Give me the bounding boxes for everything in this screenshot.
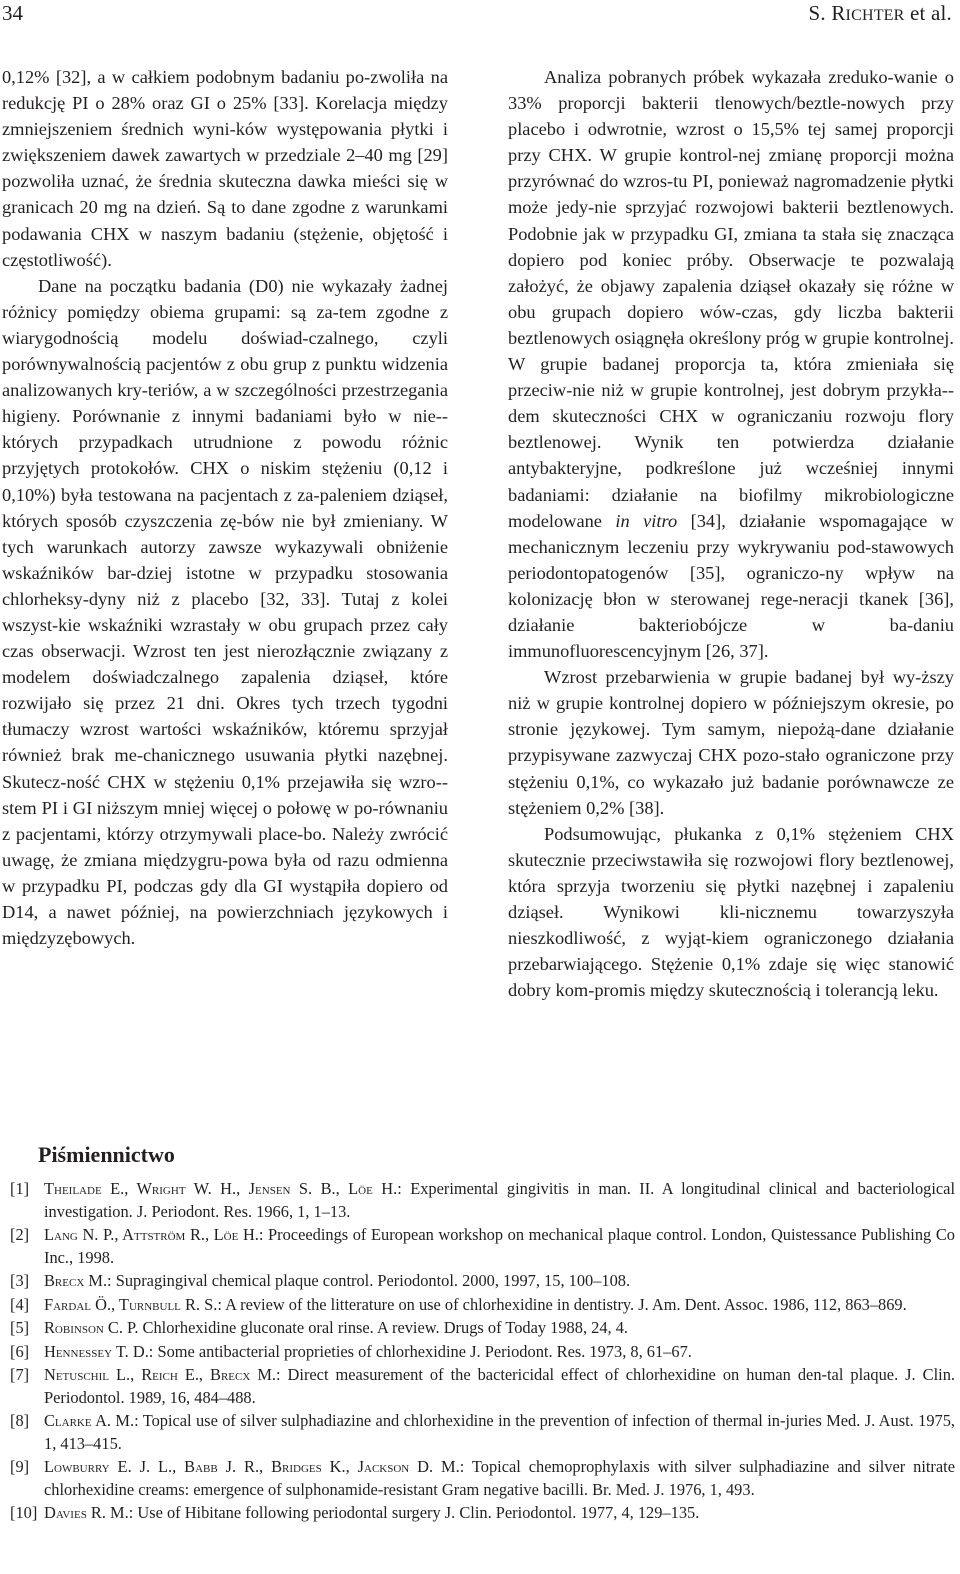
reference-number: [6] bbox=[10, 1341, 30, 1361]
reference-item bbox=[0, 1294, 960, 1317]
right-column bbox=[508, 64, 954, 1003]
reference-item bbox=[0, 1341, 960, 1364]
reference-number: [10] bbox=[10, 1503, 38, 1522]
paragraph-text: Analiza pobranych próbek wykazała zreduko-wanie o 33% proporcji bakterii tlenowych/beztle-nowych przy placebo i odwrotnie, wzrost o 15,5% tej samej proporcji przy CHX. W grupie kontrol-nej zmianę proporcji można przyrównać do wzros-tu PI, ponieważ nagromadzenie płytki może jedy-nie sprzyjać rozwojowi bakterii beztlenowych. Podobnie jak w przypadku GI, zmiana ta stała się znacząca dopiero pod koniec próby. Obserwacje te pozwalają założyć, że objawy zapalenia dziąseł okazały się różne w obu grupach dopiero wów-czas, gdy liczba bakterii beztlenowych osiągnęła określony próg w grupie kontrolnej. W grupie badanej proporcja ta, która zmieniała się przeciw-nie niż w grupie kontrolnej, jest dobrym przykła-dem skuteczności CHX w ograniczaniu rozwoju flory beztlenowej. Wynik ten potwierdza działanie antybakteryjne, podkreślone już wcześniej innymi badaniami: działanie na biofilmy mikrobiologiczne modelowane bbox=[508, 67, 954, 531]
running-head bbox=[809, 0, 952, 29]
reference-authors: Lowburry E. J. L., Babb J. R., Bridges K., Jackson D. M. bbox=[44, 1457, 460, 1476]
body-paragraph: Podsumowując, płukanka z 0,1% stężeniem CHX skutecznie przeciwstawiła się rozwojowi flory beztlenowej, która sprzyja tworzeniu się płytki nazębnej i zapaleniu dziąseł. Wynikowi kli-nicznemu towarzyszyła nieszkodliwość, z wyjąt-kiem ograniczonego działania przebarwiającego. Stężenie 0,1% zdaje się więc stanowić dobry kom-promis między skutecznością i tolerancją leku. bbox=[508, 823, 954, 1001]
reference-text: : Topical use of silver sulphadiazine and chlorhexidine in the prevention of infection of thermal in-juries Med. J. Aust. 1975, 1, 413–415. bbox=[44, 1411, 956, 1453]
reference-text: : Experimental gingivitis in man. II. A longitudinal clinical and bacteriological investigation. J. Periodont. Res. 1966, 1, 1–13. bbox=[44, 1179, 955, 1221]
reference-item bbox=[0, 1178, 960, 1223]
page-number: 34 bbox=[2, 1, 23, 25]
page-header bbox=[0, 0, 960, 40]
reference-authors: Robinson C. P. bbox=[44, 1318, 139, 1337]
reference-item bbox=[0, 1502, 960, 1525]
reference-text: : A review of the litterature on use of chlorhexidine in dentistry. J. Am. Dent. Assoc. 1986, 112, 863–869. bbox=[217, 1294, 907, 1314]
reference-text: : Some antibacterial proprieties of chlorhexidine J. Periodont. Res. 1973, 8, 61–67. bbox=[148, 1341, 692, 1361]
reference-text: : Topical chemoprophylaxis with silver sulphadiazine and silver nitrate chlorhexidine creams: emergence of sulphonamide-resistant Gram negative bacilli. Br. Med. J. 1976, 1, 493. bbox=[44, 1457, 955, 1499]
reference-number: [4] bbox=[10, 1294, 30, 1314]
body-paragraph: Wzrost przebarwienia w grupie badanej był wy-ższy niż w grupie kontrolnej dopiero w późniejszym okresie, po stronie językowej. Tym samym, niepożą-dane działanie przypisywane zazwyczaj CHX pozo-stało ograniczone przy stężeniu 0,1%, co wykazało już badanie porównawcze ze stężeniem 0,2% [38]. bbox=[508, 667, 954, 818]
reference-text: : Direct measurement of the bactericidal effect of chlorhexidine on human den-tal plaque. J. Clin. Periodontol. 1989, 16, 484–488. bbox=[44, 1365, 955, 1407]
reference-text: : Supragingival chemical plaque control. Periodontol. 2000, 1997, 15, 100–108. bbox=[107, 1271, 631, 1290]
reference-text: : Use of Hibitane following periodontal surgery J. Clin. Periodontol. 1977, 4, 129–135. bbox=[128, 1503, 700, 1522]
reference-text: : Proceedings of European workshop on mechanical plaque control. London, Quistessance Publishing Co Inc., 1998. bbox=[44, 1225, 955, 1267]
reference-number: [1] bbox=[10, 1179, 30, 1198]
reference-authors: Brecx M. bbox=[44, 1271, 108, 1290]
reference-authors: Lang N. P., Attström R., Löe H. bbox=[44, 1225, 259, 1244]
left-column bbox=[2, 64, 448, 951]
reference-authors: Davies R. M. bbox=[44, 1503, 129, 1522]
reference-authors: Netuschil L., Reich E., Brecx M. bbox=[44, 1365, 276, 1384]
reference-authors: Fardal Ö., Turnbull R. S. bbox=[44, 1294, 218, 1314]
reference-item bbox=[0, 1224, 960, 1269]
reference-authors: Clarke A. M. bbox=[44, 1411, 135, 1430]
reference-number: [8] bbox=[10, 1411, 30, 1430]
italic-term: in vitro bbox=[615, 510, 678, 531]
reference-authors: Theilade E., Wright W. H., Jensen S. B., Löe H. bbox=[44, 1179, 398, 1198]
reference-number: [5] bbox=[10, 1318, 30, 1337]
reference-item bbox=[0, 1364, 960, 1409]
reference-list bbox=[0, 1178, 960, 1525]
reference-text: Chlorhexidine gluconate oral rinse. A review. Drugs of Today 1988, 24, 4. bbox=[138, 1318, 629, 1337]
reference-number: [3] bbox=[10, 1271, 30, 1290]
body-paragraph: 0,12% [32], a w całkiem podobnym badaniu po-zwoliła na redukcję PI o 28% oraz GI o 25% [33]. Korelacja między zmniejszeniem średnich wyni-ków występowania płytki i zwiększeniem dawek zawartych w przedziale 2–40 mg [29] pozwoliła uznać, że średnia skuteczna dawka mieści się w granicach 20 mg na dzień. Są to dane zgodne z warunkami podawania CHX w naszym badaniu (stężenie, objętość i częstotliwość). bbox=[2, 67, 448, 270]
running-head-initial: S. R bbox=[808, 1, 846, 25]
reference-item bbox=[0, 1270, 960, 1293]
reference-authors: Hennessey T. D. bbox=[44, 1341, 149, 1361]
references-heading: Piśmiennictwo bbox=[38, 1142, 175, 1167]
reference-number: [7] bbox=[10, 1365, 30, 1384]
reference-item bbox=[0, 1410, 960, 1455]
reference-item bbox=[0, 1456, 960, 1501]
reference-number: [9] bbox=[10, 1457, 30, 1476]
body-paragraph: Dane na początku badania (D0) nie wykazały żadnej różnicy pomiędzy obiema grupami: są za-tem zgodne z wiarygodnością modelu doświad-czalnego, czyli porównywalnością pacjentów z obu grup z punktu widzenia analizowanych kry-teriów, a w szczególności przestrzegania higieny. Porównanie z innymi badaniami było w nie-których przypadkach utrudnione z powodu różnic przyjętych protokołów. CHX o niskim stężeniu (0,12 i 0,10%) była testowana na pacjentach z za-paleniem dziąseł, których sposób czyszczenia zę-bów nie był zmieniany. W tych warunkach autorzy zawsze wykazywali obniżenie wskaźników bar-dziej istotne w przypadku stosowania chlorheksy-dyny niż z placebo [32, 33]. Tutaj z kolei wszyst-kie wskaźniki wzrastały w obu grupach przez cały czas obserwacji. Wzrost ten jest nierozłącznie związany z modelem doświadczalnego zapalenia dziąseł, które rozwijało się przez 21 dni. Okres tych trzech tygodni tłumaczy wzrost wartości wskaźników, któremu sprzyjał również brak me-chanicznego usuwania płytki nazębnej. Skutecz-ność CHX w stężeniu 0,1% przejawiła się wzro-stem PI i GI niższym mniej więcej o połowę w po-równaniu z pacjentami, którzy otrzymywali place-bo. Należy zwrócić uwagę, że zmiana międzygru-powa była od razu odmienna w przypadku PI, podczas gdy dla GI wystąpiła dopiero od D14, a nawet później, na powierzchniach językowych i międzyzębowych. bbox=[2, 275, 448, 949]
reference-number: [2] bbox=[10, 1225, 30, 1244]
body-paragraph bbox=[508, 64, 954, 664]
references-section bbox=[0, 1140, 960, 1526]
paragraph-text: [34], działanie wspomagające w mechanicznym leczeniu przy wykrywaniu pod-stawowych periodontopatogenów [35], ograniczo-ny wpływ na kolonizację błon w sterowanej rege-neracji tkanek [36], działanie bakteriobójcze w ba-daniu immunofluorescencyjnym [26, 37]. bbox=[508, 510, 954, 662]
reference-item bbox=[0, 1317, 960, 1340]
running-head-smallcaps: ICHTER bbox=[845, 7, 905, 24]
running-head-suffix: et al. bbox=[904, 1, 952, 25]
